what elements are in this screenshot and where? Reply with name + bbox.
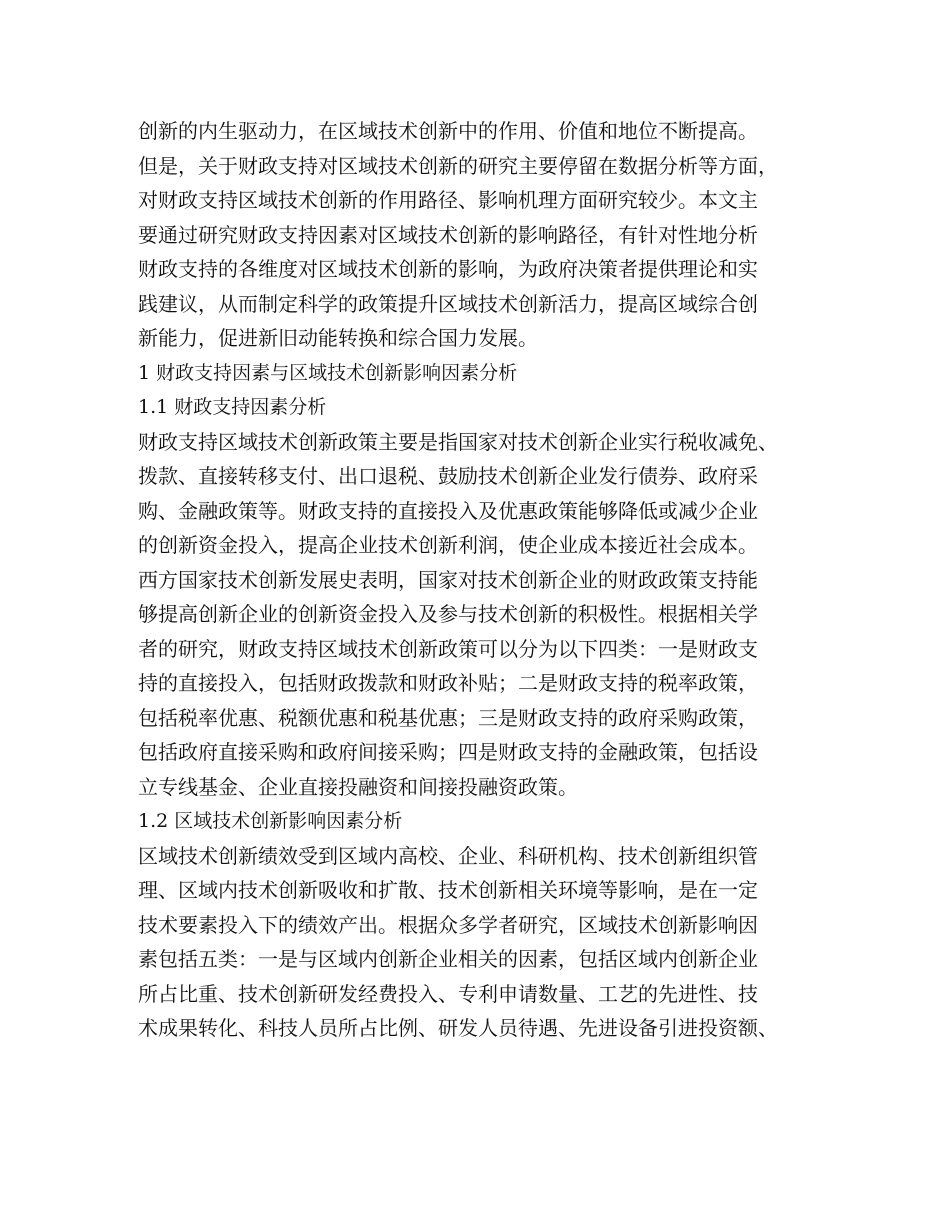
paragraph-line: 区域技术创新绩效受到区域内高校、企业、科研机构、技术创新组织管 [138,843,758,868]
paragraph-line: 对财政支持区域技术创新的作用路径、影响机理方面研究较少。本文主 [138,188,758,212]
paragraph-line: 素包括五类：一是与区域内创新企业相关的因素，包括区域内创新企业 [138,947,758,971]
paragraph-line: 理、区域内技术创新吸收和扩散、技术创新相关环境等影响，是在一定 [138,878,758,902]
paragraph-line: 包括政府直接采购和政府间接采购；四是财政支持的金融政策，包括设 [138,740,758,764]
document-body [138,114,828,1046]
paragraph-line: 够提高创新企业的创新资金投入及参与技术创新的积极性。根据相关学 [138,602,758,626]
paragraph-line: 购、金融政策等。财政支持的直接投入及优惠政策能够降低或减少企业 [138,498,758,523]
paragraph-line: 技术要素投入下的绩效产出。根据众多学者研究，区域技术创新影响因 [138,912,758,937]
paragraph-line: 的创新资金投入，提高企业技术创新利润，使企业成本接近社会成本。 [138,533,758,557]
paragraph-line: 践建议，从而制定科学的政策提升区域技术创新活力，提高区域综合创 [138,291,758,316]
paragraph-line: 包括税率优惠、税额优惠和税基优惠；三是财政支持的政府采购政策， [138,705,758,730]
paragraph-line: 者的研究，财政支持区域技术创新政策可以分为以下四类：一是财政支 [138,636,758,661]
paragraph-line: 西方国家技术创新发展史表明，国家对技术创新企业的财政政策支持能 [138,567,758,592]
paragraph-line: 拨款、直接转移支付、出口退税、鼓励技术创新企业发行债券、政府采 [138,464,758,488]
section-heading: 1 财政支持因素与区域技术创新影响因素分析 [138,361,518,384]
paragraph-line: 所占比重、技术创新研发经费投入、专利申请数量、工艺的先进性、技 [138,981,758,1006]
paragraph-line: 术成果转化、科技人员所占比例、研发人员待遇、先进设备引进投资额、 [138,1016,778,1040]
paragraph-line: 持的直接投入，包括财政拨款和财政补贴；二是财政支持的税率政策， [138,671,758,695]
paragraph-line: 创新的内生驱动力，在区域技术创新中的作用、价值和地位不断提高。 [138,119,758,143]
paragraph-line: 新能力，促进新旧动能转换和综合国力发展。 [138,326,538,350]
paragraph-line: 财政支持区域技术创新政策主要是指国家对技术创新企业实行税收减免、 [138,429,778,454]
subsection-heading: 1.2 区域技术创新影响因素分析 [138,810,403,832]
paragraph-line: 财政支持的各维度对区域技术创新的影响，为政府决策者提供理论和实 [138,257,758,281]
paragraph-line: 但是，关于财政支持对区域技术创新的研究主要停留在数据分析等方面， [138,153,778,178]
paragraph-line: 要通过研究财政支持因素对区域技术创新的影响路径，有针对性地分析 [138,222,758,247]
paragraph-line: 立专线基金、企业直接投融资和间接投融资政策。 [138,774,578,799]
subsection-heading: 1.1 财政支持因素分析 [138,396,327,418]
